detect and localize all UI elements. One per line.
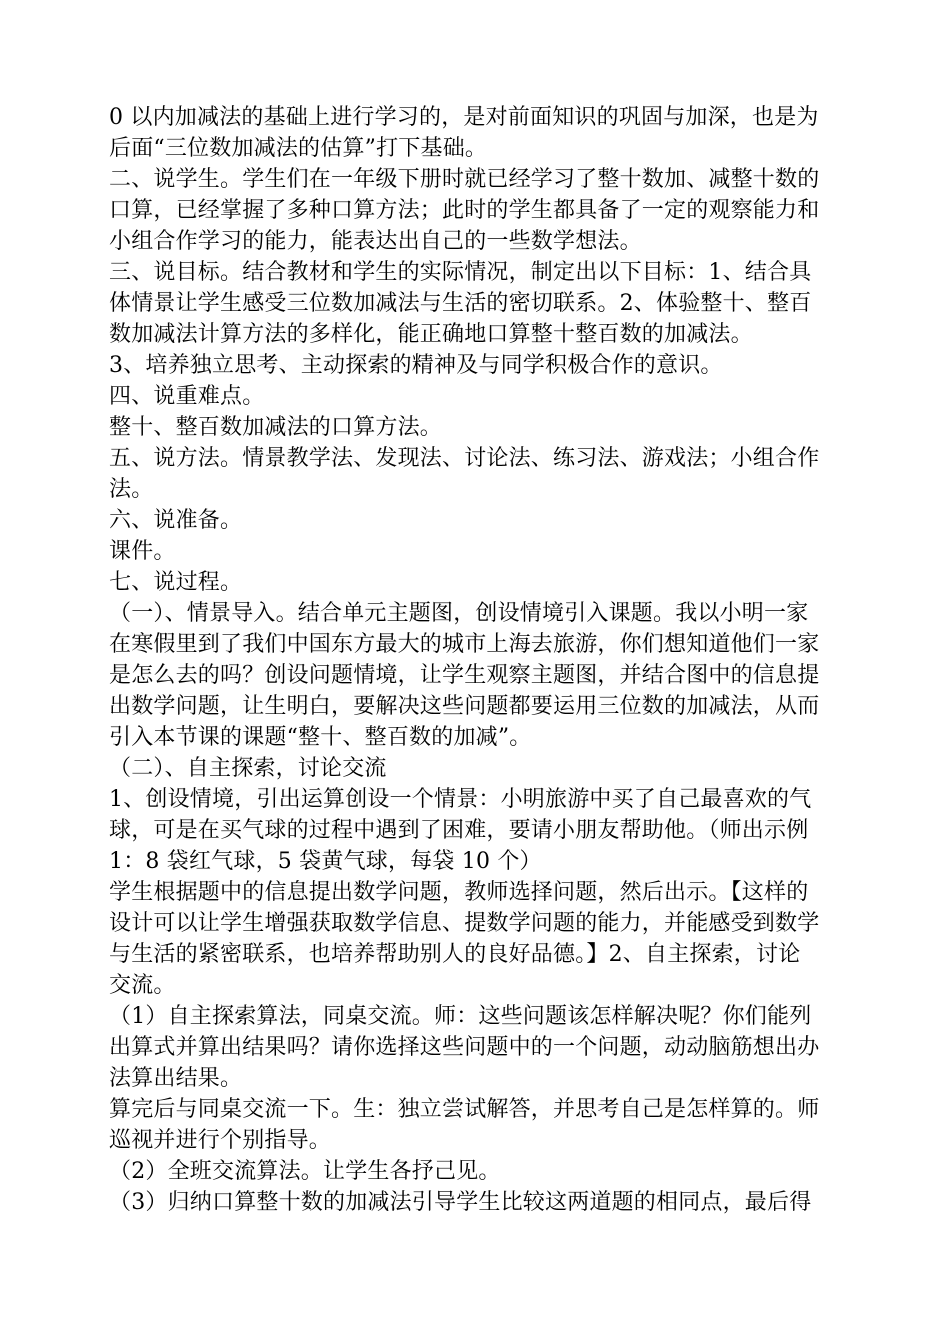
text-line: 法。: [109, 477, 154, 502]
text-line: （2）全班交流算法。让学生各抒己见。: [109, 1159, 501, 1184]
text-line: 二、说学生。学生们在一年级下册时就已经学习了整十数加、减整十数的: [109, 167, 820, 192]
text-line: （1）自主探索算法，同桌交流。师：这些问题该怎样解决呢？你们能列: [109, 1004, 812, 1029]
text-line: 六、说准备。: [109, 508, 243, 533]
text-line: 引入本节课的课题“整十、整百数的加减”。: [109, 725, 532, 750]
text-line: 设计可以让学生增强获取数学信息、提数学问题的能力，并能感受到数学: [109, 911, 820, 936]
text-line: 出数学问题，让生明白，要解决这些问题都要运用三位数的加减法，从而: [109, 694, 820, 719]
text-line: （一）、情景导入。结合单元主题图，创设情境引入课题。我以小明一家: [109, 601, 809, 626]
text-line: 后面“三位数加减法的估算”打下基础。: [109, 136, 488, 161]
document-page: [109, 102, 861, 1218]
text-line: 小组合作学习的能力，能表达出自己的一些数学想法。: [109, 229, 642, 254]
text-line: 五、说方法。情景教学法、发现法、讨论法、练习法、游戏法；小组合作: [109, 446, 820, 471]
text-line: 数加减法计算方法的多样化，能正确地口算整十整百数的加减法。: [109, 322, 753, 347]
text-line: 交流。: [109, 973, 176, 998]
text-line: 1：8 袋红气球，5 袋黄气球，每袋 10 个）: [109, 849, 542, 874]
text-line: 球，可是在买气球的过程中遇到了困难，要请小朋友帮助他。（师出示例: [109, 818, 809, 843]
text-line: 与生活的紧密联系，也培养帮助别人的良好品德。】2、自主探索，讨论: [109, 942, 801, 967]
text-line: 三、说目标。结合教材和学生的实际情况，制定出以下目标：1、结合具: [109, 260, 812, 285]
text-line: （3）归纳口算整十数的加减法引导学生比较这两道题的相同点，最后得: [109, 1190, 812, 1215]
text-line: 学生根据题中的信息提出数学问题，教师选择问题，然后出示。【这样的: [109, 880, 809, 905]
text-line: （二）、自主探索，讨论交流: [109, 756, 387, 781]
text-line: 整十、整百数加减法的口算方法。: [109, 415, 443, 440]
text-line: 法算出结果。: [109, 1066, 243, 1091]
text-line: 四、说重难点。: [109, 384, 265, 409]
text-line: 是怎么去的吗？创设问题情境，让学生观察主题图，并结合图中的信息提: [109, 663, 820, 688]
text-line: 算完后与同桌交流一下。生：独立尝试解答，并思考自己是怎样算的。师: [109, 1097, 820, 1122]
text-line: 出算式并算出结果吗？请你选择这些问题中的一个问题，动动脑筋想出办: [109, 1035, 820, 1060]
text-line: 体情景让学生感受三位数加减法与生活的密切联系。2、体验整十、整百: [109, 291, 812, 316]
text-line: 0 以内加减法的基础上进行学习的，是对前面知识的巩固与加深，也是为: [109, 105, 819, 130]
text-line: 3、培养独立思考、主动探索的精神及与同学积极合作的意识。: [109, 353, 723, 378]
text-line: 1、创设情境，引出运算创设一个情景：小明旅游中买了自己最喜欢的气: [109, 787, 812, 812]
text-line: 在寒假里到了我们中国东方最大的城市上海去旅游，你们想知道他们一家: [109, 632, 820, 657]
text-line: 课件。: [109, 539, 176, 564]
text-line: 七、说过程。: [109, 570, 243, 595]
text-line: 口算，已经掌握了多种口算方法；此时的学生都具备了一定的观察能力和: [109, 198, 820, 223]
text-line: 巡视并进行个别指导。: [109, 1128, 332, 1153]
